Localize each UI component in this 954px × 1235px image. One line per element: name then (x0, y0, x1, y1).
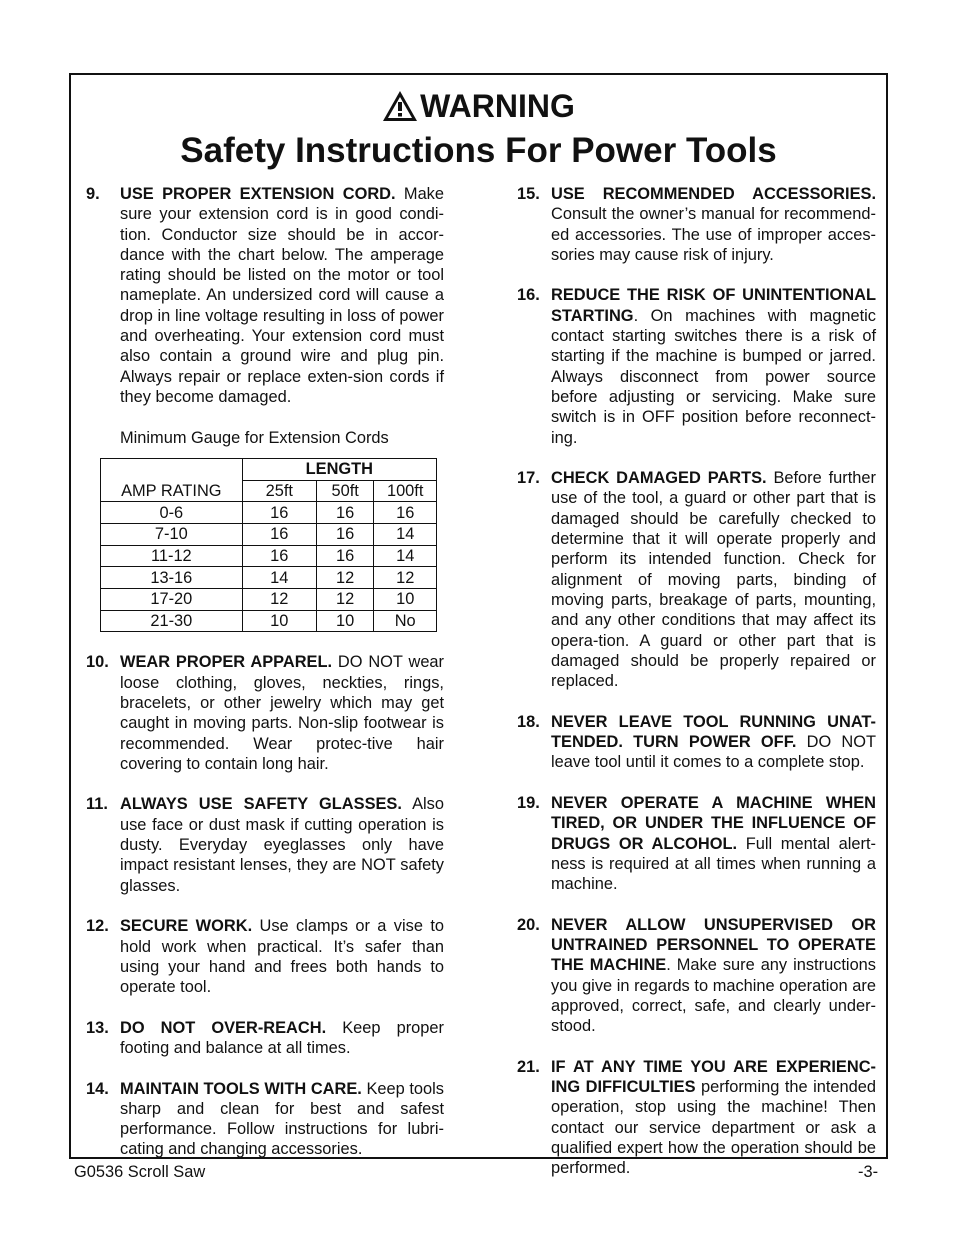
item-heading: SECURE WORK. (120, 917, 253, 936)
item-number: 10. (86, 653, 109, 672)
table-cell: 10 (374, 588, 437, 610)
table-cell: 21-30 (101, 610, 243, 632)
list-item (517, 468, 876, 691)
table-cell: No (374, 610, 437, 632)
list-item (86, 1079, 444, 1160)
item-heading: NEVER OPERATE A MACHINE WHEN TIRED, OR UNDER THE INFLUENCE OF DRUGS OR ALCOHOL. (551, 793, 876, 853)
list-item (86, 652, 444, 774)
list-item (517, 915, 876, 1037)
item-number: 9. (86, 185, 100, 203)
item-number: 18. (517, 712, 540, 731)
item-heading: NEVER LEAVE TOOL RUNNING UNAT-TENDED. TURN POWER OFF. (551, 712, 876, 752)
table-header-cell: AMP RATING (101, 480, 243, 502)
item-number: 20. (517, 915, 540, 934)
item-heading: DO NOT OVER-REACH. (120, 1018, 327, 1037)
table-cell: 12 (374, 567, 437, 589)
table-group-header-row (101, 458, 437, 480)
item-number: 16. (517, 286, 540, 305)
table-header-row (101, 480, 437, 502)
left-column (86, 184, 444, 1180)
table-row (101, 523, 437, 545)
table-cell: 10 (242, 610, 316, 632)
item-number: 19. (517, 793, 540, 812)
page-number: -3- (858, 1163, 879, 1181)
table-cell: 11-12 (101, 545, 243, 567)
item-body: Full mental alert-ness is required at all times when running a machine. (551, 834, 876, 894)
item-body: performing the intended operation, stop using the machine! Then contact our service department or ask a qualified expert how the operation should be performed. (551, 1078, 876, 1178)
footer-model: G0536 Scroll Saw (74, 1163, 206, 1181)
list-item (517, 184, 876, 265)
table-cell: 16 (374, 502, 437, 524)
item-body: Keep tools sharp and clean for best and safest performance. Follow instructions for lubri-cating and changing accessories. (120, 1079, 444, 1159)
table-cell: 16 (242, 502, 316, 524)
item-heading: REDUCE THE RISK OF UNINTENTIONAL STARTING (551, 286, 876, 325)
table-header-cell: 100ft (374, 480, 437, 502)
item-number: 15. (517, 185, 540, 203)
list-item (517, 1057, 876, 1179)
item-body: Also use face or dust mask if cutting operation is dusty. Everyday eyeglasses only have impact resistant lenses, they are NOT safety glasses. (120, 795, 444, 895)
table-cell: 17-20 (101, 588, 243, 610)
item-number: 14. (86, 1079, 109, 1098)
list-item (517, 712, 876, 773)
table-cell: 16 (316, 502, 374, 524)
table-cell: 12 (316, 567, 374, 589)
header (71, 87, 886, 171)
item-body: DO NOT wear loose clothing, gloves, neckties, rings, bracelets, or other jewelry which may get caught in moving parts. Non-slip footwear is recommended. Wear protec-tive hair covering to contain long hair. (120, 653, 445, 773)
table-header-cell: 25ft (242, 480, 316, 502)
item-body: Make sure your extension cord is in good condi-tion. Conductor size should be in accor-dance with the chart below. The amperage rating should be listed on the motor or tool nameplate. An undersized cord will cause a drop in line voltage resulting in loss of power and overheating. Your extension cord must also contain a ground wire and plug pin. Always repair or replace exten-sion cords if they become damaged. (120, 185, 444, 406)
table-row (101, 502, 437, 524)
item-heading: CHECK DAMAGED PARTS. (551, 469, 767, 488)
page-title: Safety Instructions For Power Tools (180, 131, 777, 170)
right-column (517, 184, 879, 1199)
list-item (517, 285, 876, 447)
table-cell: 14 (374, 545, 437, 567)
table-group-header: LENGTH (242, 458, 436, 480)
table-cell: 12 (242, 588, 316, 610)
table-cell: 14 (374, 523, 437, 545)
warning-triangle-icon (382, 90, 418, 122)
table-cell: 16 (242, 545, 316, 567)
table-cell: 13-16 (101, 567, 243, 589)
table-row (101, 610, 437, 632)
item-heading: USE PROPER EXTENSION CORD. (120, 185, 396, 203)
extension-cord-table (100, 458, 437, 633)
item-body: Use clamps or a vise to hold work when practical. It’s safer than using your hand and frees both hands to operate tool. (120, 917, 444, 997)
table-blank-cell (101, 458, 243, 480)
item-heading: USE RECOMMENDED ACCESSORIES. (551, 185, 876, 203)
item-number: 17. (517, 469, 540, 488)
table-row (101, 545, 437, 567)
item-number: 13. (86, 1018, 109, 1037)
list-item (86, 916, 444, 997)
table-cell: 16 (316, 545, 374, 567)
table-cell: 7-10 (101, 523, 243, 545)
item-body: . On machines with magnetic contact starting switches there is a risk of starting if the machine is bumped or jarred. Always disconnect from power source before adjusting or servicing. Make sure switch is in OFF position before reconnect-ing. (551, 306, 876, 447)
item-body: DO NOT leave tool until it comes to a complete stop. (551, 733, 877, 772)
item-heading: WEAR PROPER APPAREL. (120, 653, 333, 672)
table-header-cell: 50ft (316, 480, 374, 502)
item-body: . Make sure any instructions you give in regards to machine operation are approved, correct, safe, and clearly under-stood. (551, 956, 876, 1036)
table-cell: 16 (316, 523, 374, 545)
item-number: 12. (86, 917, 109, 936)
table-caption: Minimum Gauge for Extension Cords (120, 428, 389, 447)
item-number: 11. (86, 795, 108, 814)
list-item (86, 184, 444, 407)
table-cell: 0-6 (101, 502, 243, 524)
table-row (101, 588, 437, 610)
list-item (517, 793, 876, 894)
item-heading: MAINTAIN TOOLS WITH CARE. (120, 1079, 362, 1098)
item-body: Before further use of the tool, a guard or other part that is damaged should be carefully checked to determine that it will operate properly and perform its intended function. Check for alignment of moving parts, binding of moving parts, breakage of parts, mounting, and any other conditions that may affect its opera-tion. A guard or other part that is damaged should be properly repaired or replaced. (551, 469, 876, 691)
table-row (101, 567, 437, 589)
item-heading: NEVER ALLOW UNSUPERVISED OR UNTRAINED PERSONNEL TO OPERATE THE MACHINE (551, 915, 876, 975)
list-item (86, 1018, 444, 1059)
table-cell: 10 (316, 610, 374, 632)
table-cell: 12 (316, 588, 374, 610)
item-number: 21. (517, 1057, 540, 1076)
item-heading: IF AT ANY TIME YOU ARE EXPERIENC-ING DIFFICULTIES (551, 1057, 876, 1097)
item-body: Keep proper footing and balance at all times. (120, 1018, 444, 1057)
list-item (86, 794, 444, 895)
warning-label: WARNING (420, 87, 575, 124)
item-heading: ALWAYS USE SAFETY GLASSES. (120, 795, 402, 814)
item-body: Consult the owner’s manual for recommend-ed accessories. The use of improper acces-sories may cause risk of injury. (551, 205, 876, 264)
table-cell: 14 (242, 567, 316, 589)
table-cell: 16 (242, 523, 316, 545)
warning-heading (71, 87, 886, 125)
